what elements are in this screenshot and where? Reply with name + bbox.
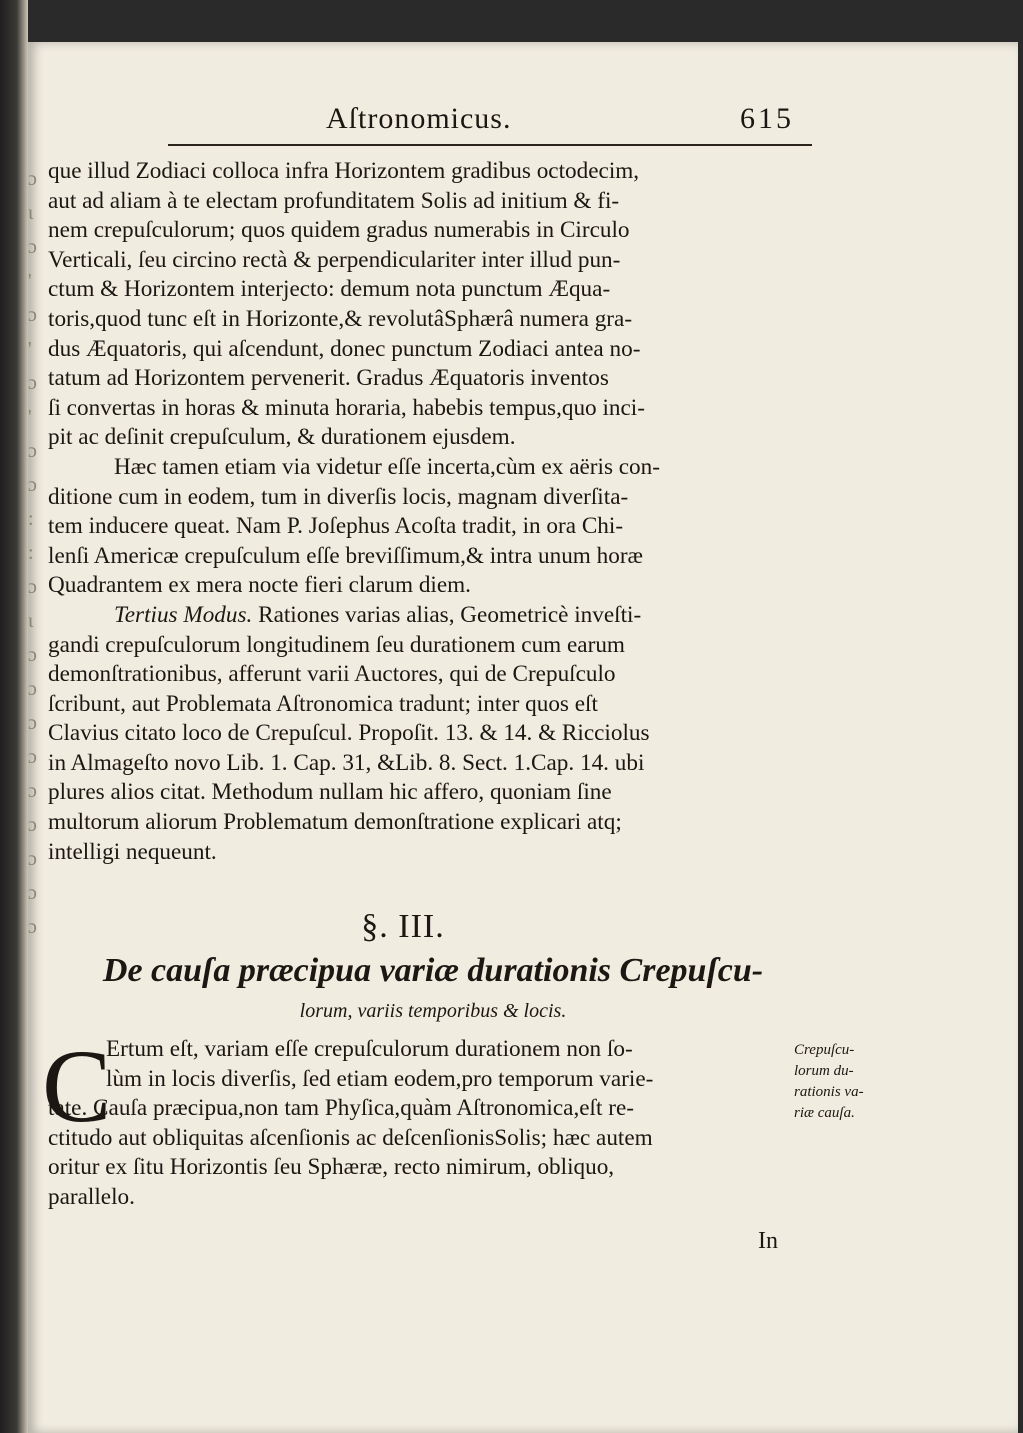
paragraph-method-description <box>48 157 818 453</box>
text-line: tatum ad Horizontem pervenerit. Gradus Æquatoris inventos <box>48 365 609 392</box>
text-line: Hæc tamen etiam via videtur eſſe incerta,cùm ex aëris con- <box>114 453 660 480</box>
scan-edge <box>0 0 28 1433</box>
catchword: In <box>758 1228 778 1254</box>
text-line: dus Æquatoris, qui aſcendunt, donec punctum Zodiaci antea no- <box>48 335 641 362</box>
marginal-note: Crepuſcu- lorum du- rationis va- riæ cauſa. <box>794 1042 864 1121</box>
text-line: multorum aliorum Problematum demonſtratione explicari atq; <box>48 809 622 836</box>
text-line: Ertum eſt, variam eſſe crepuſculorum durationem non ſo- <box>106 1036 633 1062</box>
text-segment: Rationes varias alias, Geometricè inveſti- <box>258 601 642 628</box>
text-line: pit ac deſinit crepuſculum, & durationem ejusdem. <box>48 424 516 451</box>
text-line: Clavius citato loco de Crepuſcul. Propoſit. 13. & 14. & Ricciolus <box>48 720 650 747</box>
text-line: ſcribunt, aut Problemata Aſtronomica tradunt; inter quos eſt <box>48 690 598 717</box>
page-header <box>28 100 1018 150</box>
text-line: toris,quod tunc eſt in Horizonte,& revolutâSphærâ numera gra- <box>48 305 633 332</box>
paragraph-third-method <box>48 601 818 867</box>
facing-page-bleed: ɔ ɩ ɔ ' ɔ ' ɔ ' ɔ ɔ : : ɔ ɩ ɔ ɔ ɔ ɔ ɔ ɔ ɔ ɔ ɔ <box>28 168 37 938</box>
third-method-lead: Tertius Modus. <box>114 601 253 628</box>
text-line: demonſtrationibus, afferunt varii Auctores, qui de Crepuſculo <box>48 661 616 688</box>
text-line: tem inducere queat. Nam P. Joſephus Acoſta tradit, in ora Chi- <box>48 513 624 540</box>
text-line: tate. Cauſa præcipua,non tam Phyſica,quàm Aſtronomica,eſt re- <box>48 1095 634 1122</box>
text-line: ditione cum in eodem, tum in diverſis locis, magnam diverſita- <box>48 483 629 510</box>
text-line: ctum & Horizontem interjecto: demum nota punctum Æqua- <box>48 276 611 303</box>
text-line: parallelo. <box>48 1183 135 1210</box>
text-line: intelligi nequeunt. <box>48 838 217 865</box>
text-line: Quadrantem ex mera nocte fieri clarum diem. <box>48 572 471 599</box>
section-title: De cauſa præcipua variæ durationis Crepuſcu- <box>102 952 764 989</box>
section-subtitle: lorum, variis temporibus & locis. <box>299 1000 567 1022</box>
section-text <box>48 1035 818 1213</box>
text-line: aut ad aliam à te electam profunditatem Solis ad initium & fi- <box>48 187 620 214</box>
section-number: §. III. <box>361 908 445 945</box>
text-line <box>48 601 818 631</box>
text-line: plures alios citat. Methodum nullam hic affero, quoniam ſine <box>48 779 612 806</box>
text-line: nem crepuſculorum; quos quidem gradus numerabis in Circulo <box>48 217 630 244</box>
text-line: lenſi Americæ crepuſculum eſſe breviſſimum,& intra unum horæ <box>48 542 644 569</box>
text-line: ctitudo aut obliquitas aſcenſionis ac deſcenſionisSolis; hæc autem <box>48 1124 653 1151</box>
running-title: Aſtronomicus. <box>326 102 512 135</box>
paragraph-uncertainty <box>48 453 818 601</box>
text-line: gandi crepuſculorum longitudinem ſeu durationem cum earum <box>48 631 625 658</box>
text-line: oritur ex ſitu Horizontis ſeu Sphæræ, recto nimirum, obliquo, <box>48 1154 615 1181</box>
text-line: ſi convertas in horas & minuta horaria, habebis tempus,quo inci- <box>48 394 645 421</box>
text-line: Verticali, ſeu circino rectà & perpendiculariter inter illud pun- <box>48 246 621 273</box>
page-number: 615 <box>740 102 794 135</box>
text-line: in Almageſto novo Lib. 1. Cap. 31, &Lib. 8. Sect. 1.Cap. 14. ubi <box>48 749 645 776</box>
text-line: lùm in locis diverſis, ſed etiam eodem,pro temporum varie- <box>106 1065 654 1092</box>
text-line: que illud Zodiaci colloca infra Horizontem gradibus octodecim, <box>48 158 640 184</box>
main-text <box>48 157 818 867</box>
drop-capital: C <box>42 1029 112 1144</box>
book-page <box>28 42 1018 1433</box>
header-rule <box>168 144 812 146</box>
